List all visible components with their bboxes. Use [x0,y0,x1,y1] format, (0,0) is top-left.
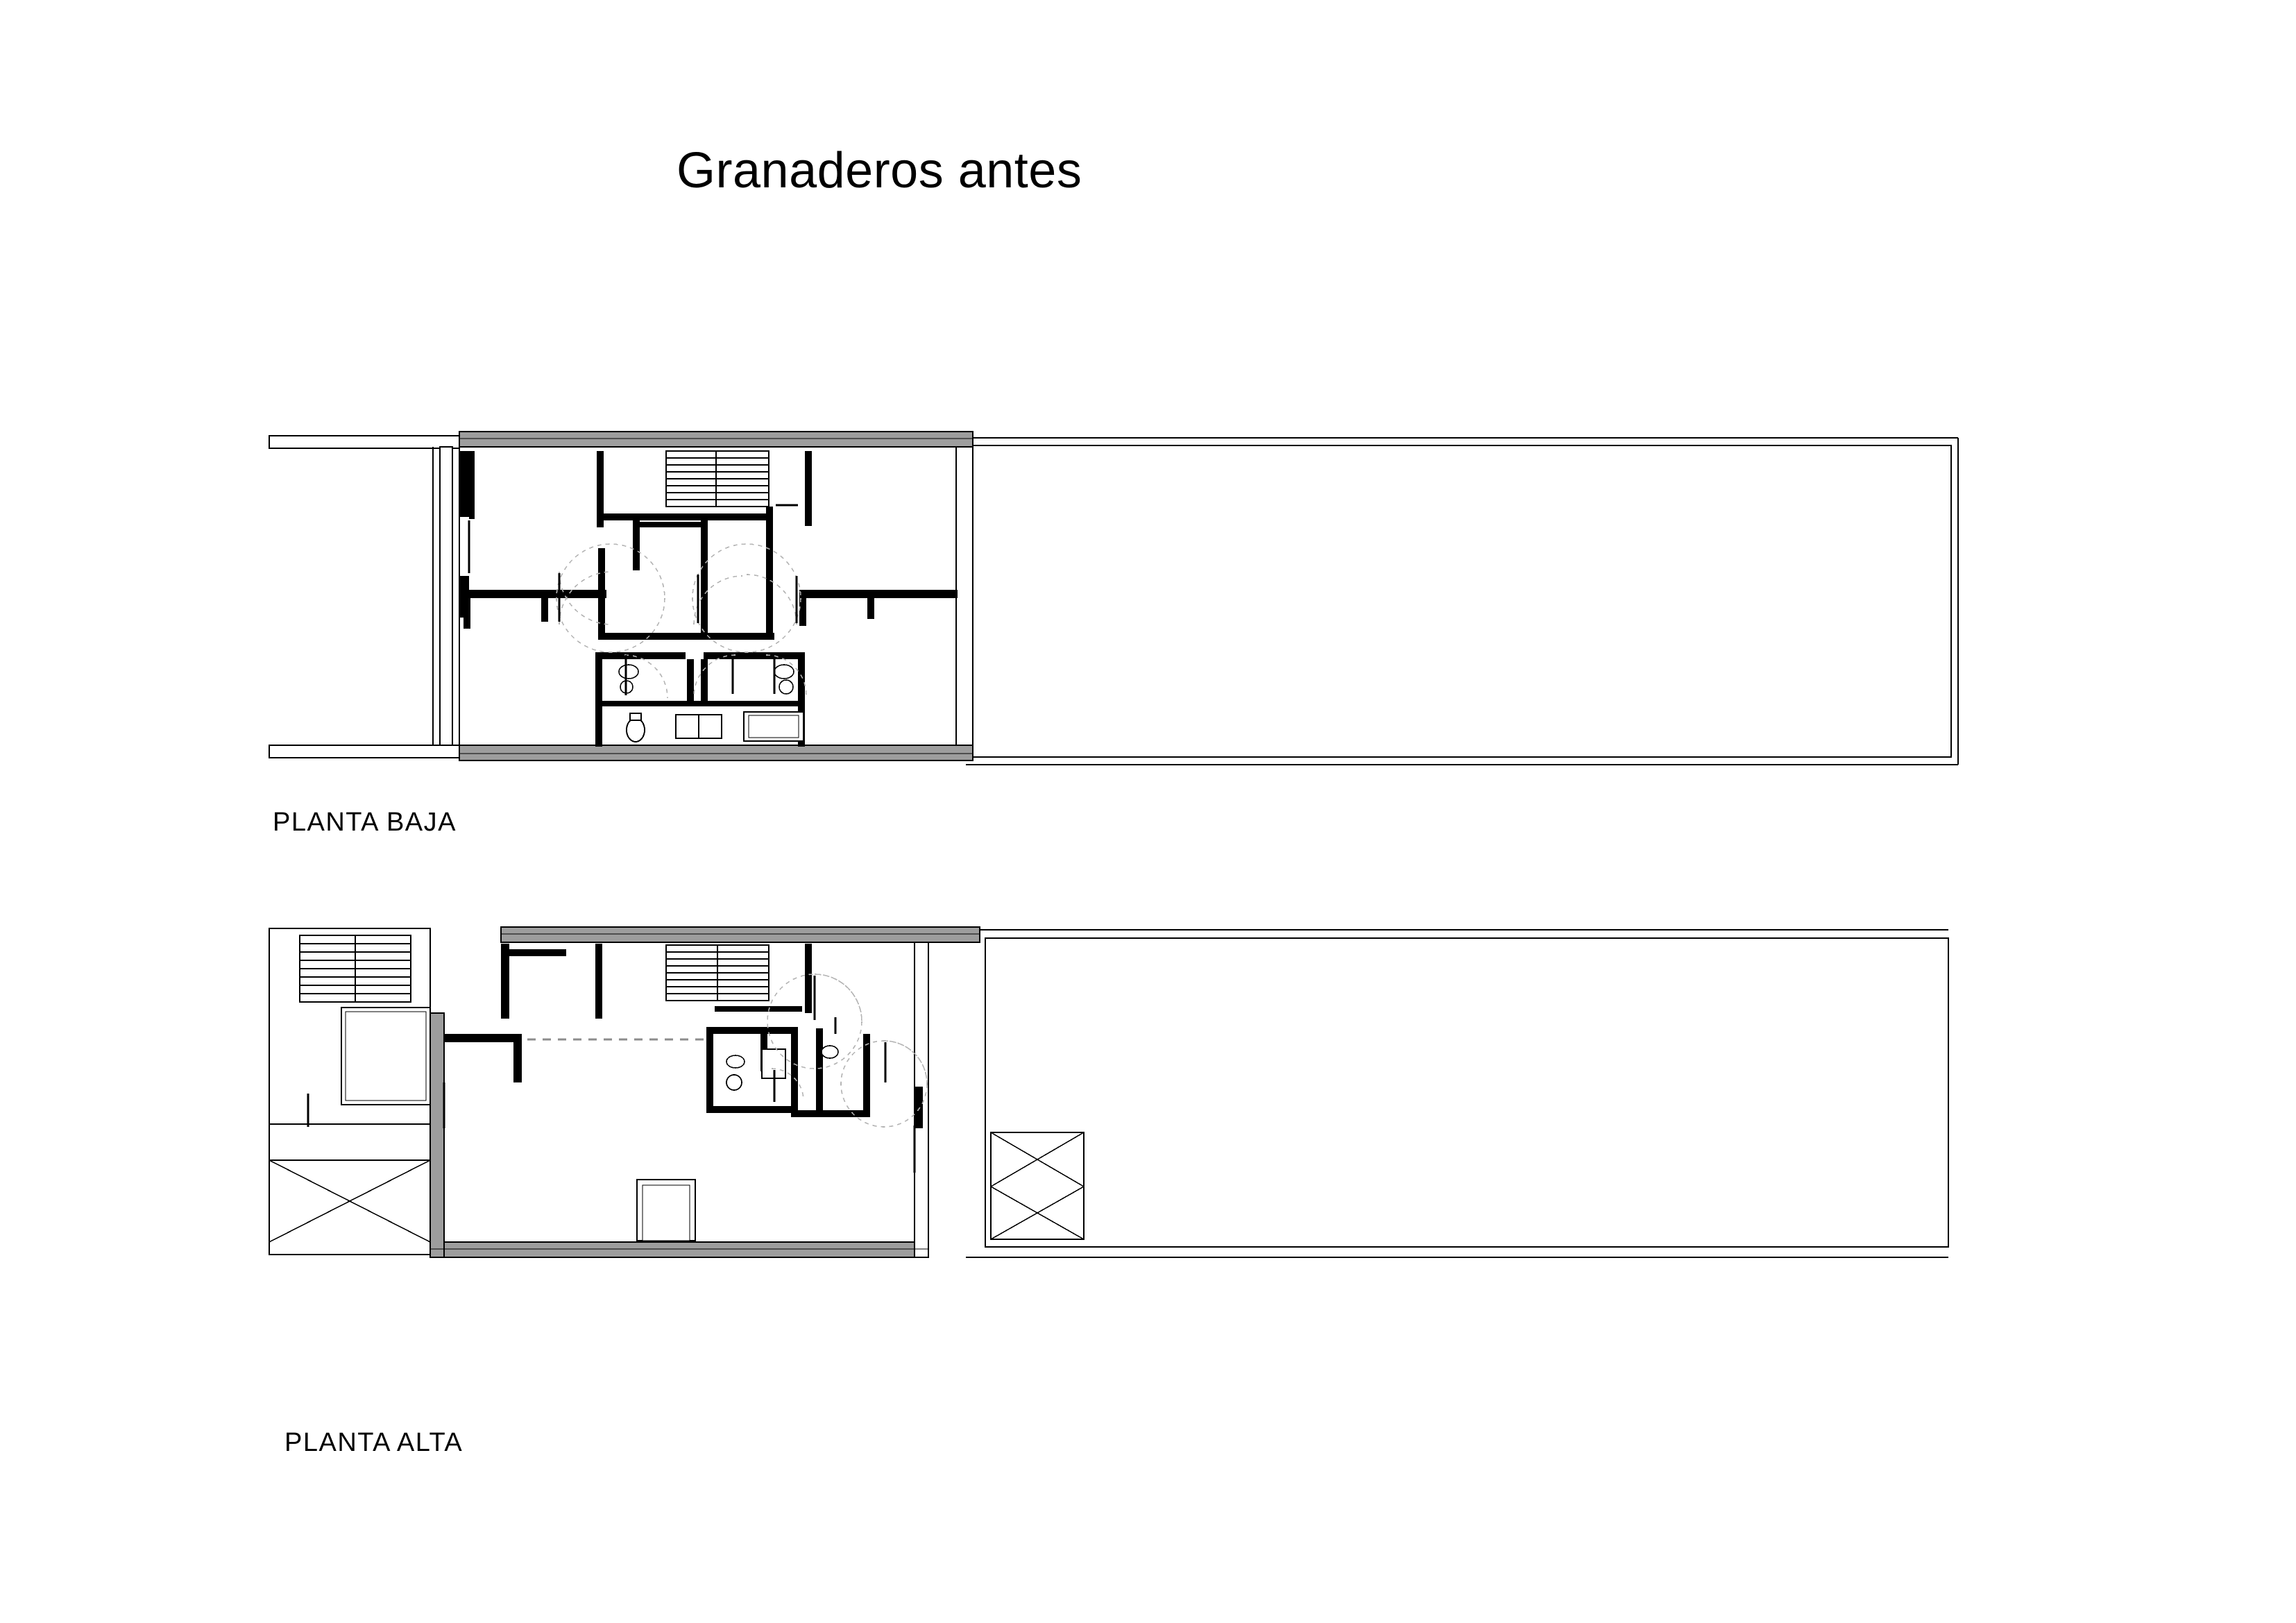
plan-label-planta-baja: PLANTA BAJA [273,808,457,837]
plan-label-planta-alta: PLANTA ALTA [284,1428,464,1457]
page-title: Granaderos antes [677,143,1082,198]
